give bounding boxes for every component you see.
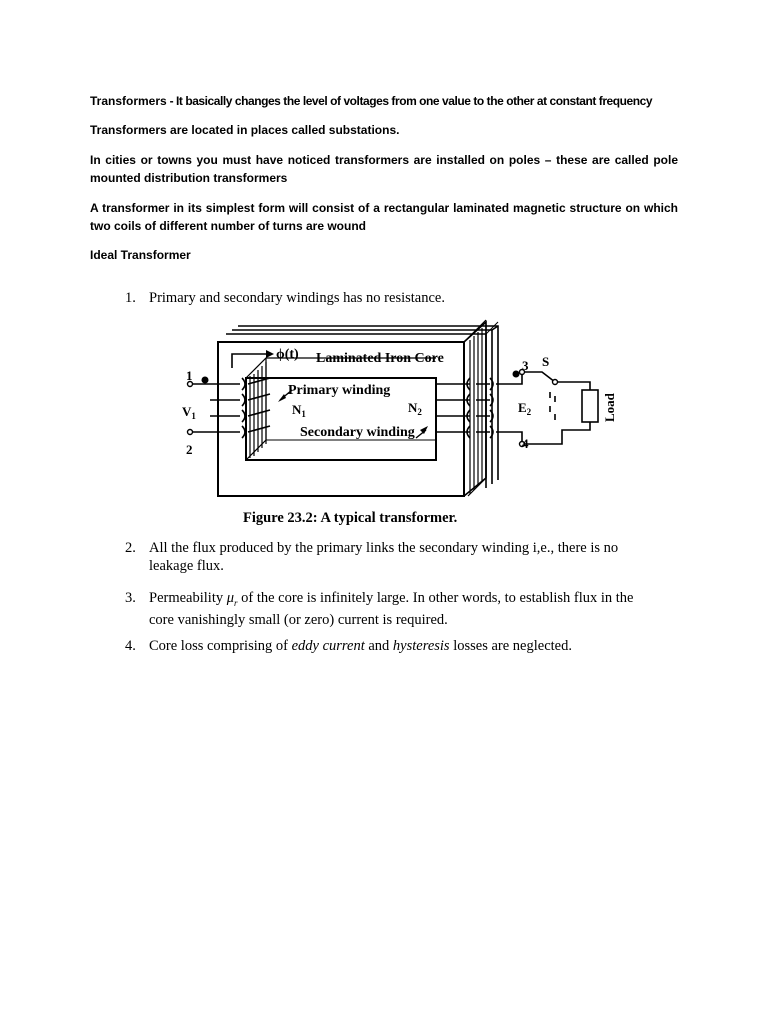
terminal-2-label: 2 bbox=[186, 442, 193, 457]
structure-paragraph: A transformer in its simplest form will consist of a rectangular laminated magnetic structure on which two coils of different number of turns are wound bbox=[90, 201, 678, 233]
substations-paragraph: Transformers are located in places called substations. bbox=[90, 123, 400, 137]
intro-term: Transformers bbox=[90, 94, 167, 108]
item-text: Core loss comprising of eddy current and hysteresis losses are neglected. bbox=[149, 638, 572, 654]
item-text: All the flux produced by the primary links the secondary winding i,e., there is no leakage flux. bbox=[149, 540, 619, 574]
switch-label: S bbox=[542, 354, 550, 369]
item-text: Primary and secondary windings has no resistance. bbox=[149, 290, 445, 306]
core-label: Laminated Iron Core bbox=[316, 351, 444, 366]
primary-winding-label: Primary winding bbox=[288, 383, 391, 398]
item-number: 4. bbox=[125, 638, 136, 654]
secondary-winding-label: Secondary winding bbox=[300, 425, 415, 440]
transformer-diagram bbox=[180, 318, 620, 504]
n2-label: $N_2$ bbox=[408, 400, 422, 417]
item-text: Permeability $\mu_r$ of the core is infinitely large. In other words, to establish flux in the core vanishingly small (or zero) current is required. bbox=[149, 590, 634, 629]
terminal-3-label: 3 bbox=[522, 358, 529, 373]
flux-label: ϕ(t) bbox=[276, 347, 299, 362]
intro-paragraph bbox=[90, 92, 678, 110]
terminal-1-label: 1 bbox=[186, 368, 193, 383]
item-number: 3. bbox=[125, 590, 136, 606]
load-label: Load bbox=[602, 393, 617, 422]
n1-label: $N_1$ bbox=[292, 402, 306, 419]
e2-label: $E_2$ bbox=[518, 400, 532, 417]
mu-symbol: μ bbox=[226, 590, 234, 606]
figure-caption: Figure 23.2: A typical transformer. bbox=[243, 510, 458, 526]
v1-label: $V_1$ bbox=[182, 404, 196, 421]
intro-definition: - It basically changes the level of voltages from one value to the other at constant frequency bbox=[166, 94, 653, 108]
poles-paragraph: In cities or towns you must have noticed transformers are installed on poles – these are called pole mounted distribution transformers bbox=[90, 153, 678, 185]
item-number: 2. bbox=[125, 540, 136, 556]
item-number: 1. bbox=[125, 290, 136, 306]
terminal-4-label: 4 bbox=[522, 436, 529, 451]
ideal-transformer-heading: Ideal Transformer bbox=[90, 248, 191, 262]
